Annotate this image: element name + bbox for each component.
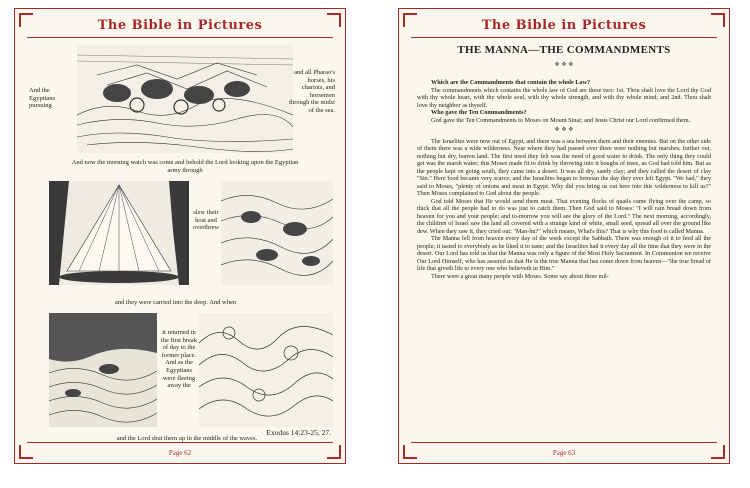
- stormy-sea-engraving: [49, 313, 157, 427]
- question-2: Who gave the Ten Commandments?: [431, 109, 527, 116]
- page-number: Page 62: [168, 449, 192, 457]
- footer-divider: [27, 442, 333, 443]
- chapter-body: [417, 79, 711, 280]
- header-divider: [411, 37, 717, 38]
- paragraph: There were a great many people with Moses. Some say about three mil-: [431, 272, 609, 280]
- page-header-title: The Bible in Pictures: [481, 18, 647, 33]
- overthrown-host-engraving: [221, 181, 333, 285]
- footer-divider: [411, 442, 717, 443]
- pillar-of-cloud-engraving: [49, 181, 189, 285]
- caption-slew: slew their host and overthrew: [192, 209, 220, 232]
- answer-1: The commandments which contains the whole law of God are these two: 1st. Thou shalt love the Lord thy God with thy whole heart, with thy whole soul, with thy whole strength, and with thy whole mind; and 2nd. Thou shalt love thy neighbor as thyself.: [417, 86, 711, 109]
- waves-closing-engraving: [199, 313, 333, 427]
- ornament-stars: ❖ ❖ ❖: [554, 62, 574, 68]
- right-page: [398, 8, 730, 464]
- header-divider: [27, 37, 333, 38]
- paragraph: The Manna fell from heaven every day of the week except the Sabbath. There was enough of it to feed all the people; it tasted to everybody as he liked it to taste; and the Israelites had it every day all the time that they were in the desert. Our Lord has told us that the Manna was only a figure of the Most Holy Sacrament. In Communion we receive Our Lord Himself, who has assured us that He is the true Manna that has come down from heaven—"the true bread of life that giveth life to every one who believeth in Him.": [417, 235, 711, 272]
- page-header-title: The Bible in Pictures: [97, 18, 263, 33]
- caption-morning-watch: And now the morning watch was come and behold the Lord looking upon the Egyptian army through: [71, 159, 299, 174]
- caption-egyptians: And the Egyptians pursuing: [29, 87, 55, 110]
- answer-2: God gave the Ten Commandments to Moses on Mount Sinai; and Jesus Christ our Lord confirmed them.: [431, 116, 691, 124]
- paragraph: The Israelites were now out of Egypt, and there was a sea between them and their enemies. But on the other side of them there was a wide wilderness. Near where they had passed over there were nothing but marshes; further out, nothing but dry, barren land. The first need they felt was the need of good water to drink. The only thing they could get was the marsh water; this Moses made fit to drink by throwing into it boughs of trees, as God had told him. But as the people kept on going south, they came into a desert. It was all dry, sandy clay; and they called the desert of clay "Sin." Here food became very scarce; and the Israelites began to bemoan the day they ever left Egypt. "We had," they said to Moses, "plenty of onions and meat in Egypt. Why did you bring us out here into this wilderness to kill us?" Then Moses complained to God about the people.: [417, 137, 711, 197]
- ornament-stars: ❖ ❖ ❖: [554, 127, 574, 133]
- question-1: Which are the Commandments that contain the whole Law?: [431, 79, 591, 86]
- chariots-engraving: [77, 45, 293, 153]
- caption-carried: and they were carried into the deep. And when: [115, 299, 237, 306]
- caption-returned: it returned in the first break of day to the former place. And as the Egyptians were fleeing away the: [160, 329, 198, 390]
- caption-shut: and the Lord shut them up in the middle of the waves.: [116, 435, 258, 442]
- caption-pharaoh: and all Pharao's horses, his chariots, and horsemen through the midst of the sea.: [289, 69, 335, 114]
- paragraph: God told Moses that He would send them meat. That evening flocks of quails came flying over the camp, so thick that all the people had to do was just to catch them. Then God said to Moses: "I will rain bread down from heaven for you and your people; and to-morrow you will see the glory of the Lord." The next morning, accordingly, the children of Israel saw the land all covered with a strange kind of white, small seed, spread all over the ground like dew. When they saw it, they cried out: "Man-hu?" which means, What's this? That is why this food is called Manna.: [417, 197, 711, 235]
- page-number: Page 63: [552, 449, 576, 457]
- scripture-reference: Exodus 14:23-25, 27.: [266, 428, 331, 437]
- left-page: [14, 8, 346, 464]
- chapter-title: THE MANNA—THE COMMANDMENTS: [457, 44, 671, 56]
